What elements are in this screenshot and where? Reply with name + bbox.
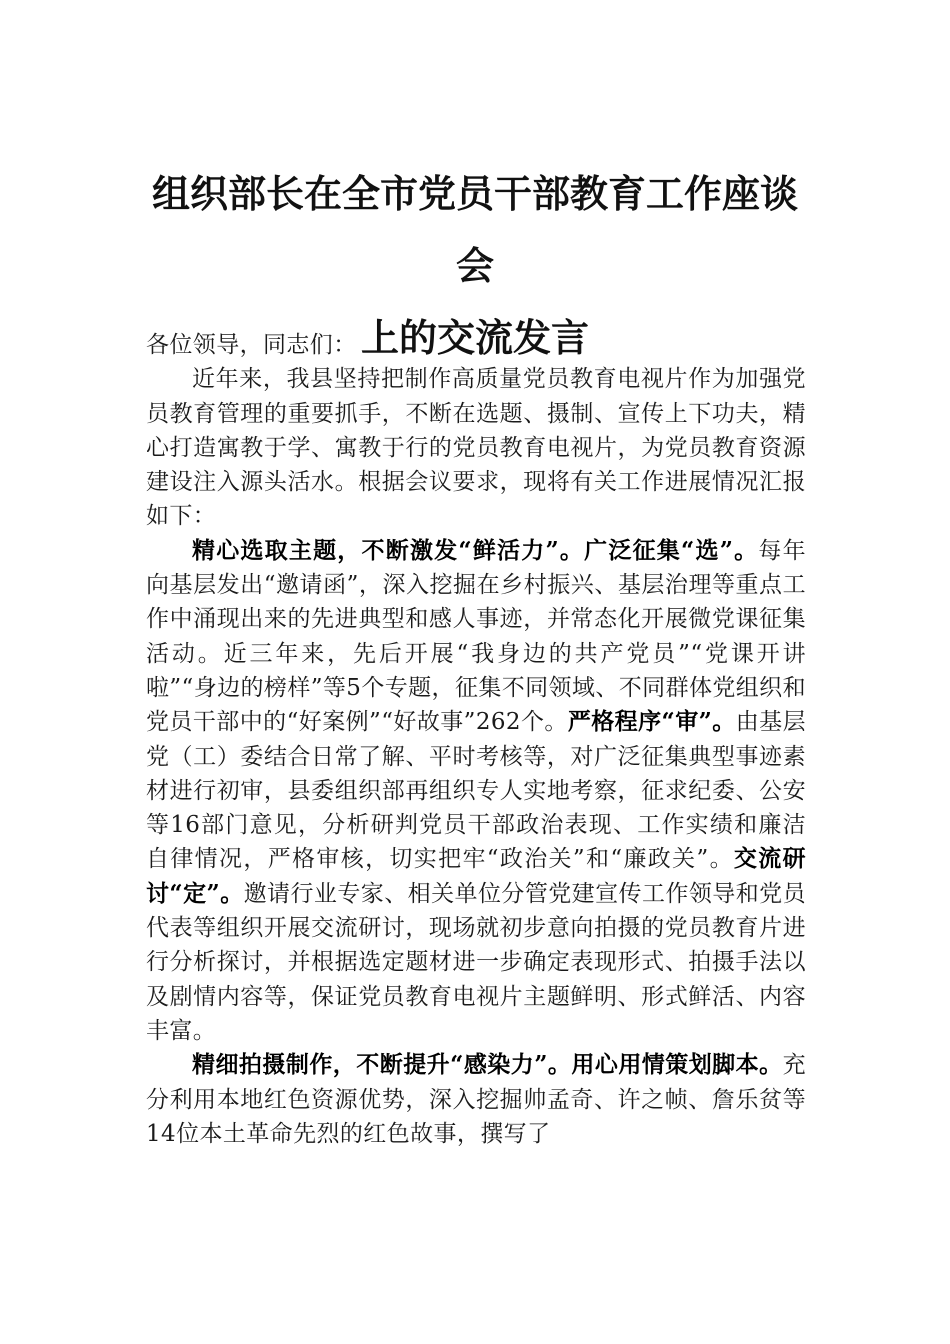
salutation: 各位领导，同志们： xyxy=(146,332,357,358)
subheading-collect: 广泛征集“选”。 xyxy=(584,536,759,564)
subheading-review: 严格程序“审”。 xyxy=(567,708,736,736)
document-body xyxy=(146,328,806,1151)
text-collect: 每年向基层发出“邀请函”，深入挖掘在乡村振兴、基层治理等重点工作中涌现出来的先进典型和感人事迹，并常态化开展微党课征集活动。近三年来，先后开展“我身边的共产党员”“党课开讲啦”“身边的榜样”等5个专题，征集不同领域、不同群体党组织和党员干部中的“好案例”“好故事”262个。 xyxy=(146,537,806,736)
section-heading-production: 精细拍摄制作，不断提升“感染力”。 xyxy=(192,1051,572,1079)
text-script: 充分利用本地红色资源优势，深入挖掘帅孟奇、许之帧、詹乐贫等14位本土革命先烈的红色故事，撰写了 xyxy=(146,1052,806,1147)
subheading-script: 用心用情策划脚本。 xyxy=(571,1051,783,1079)
paragraph-production xyxy=(146,1048,806,1151)
title-line-2: 上的交流发言 xyxy=(360,315,589,360)
section-heading: 精心选取主题，不断激发“鲜活力”。 xyxy=(192,536,585,564)
text-discuss: 邀请行业专家、相关单位分管党建宣传工作领导和党员代表等组织开展交流研讨，现场就初步意向拍摄的党员教育片进行分析探讨，并根据选定题材进一步确定表现形式、拍摄手法以及剧情内容等，保证党员教育电视片主题鲜明、形式鲜活、内容丰富。 xyxy=(146,880,806,1044)
subheading-discuss: 交流研讨“定”。 xyxy=(146,845,807,907)
paragraph-topic-selection xyxy=(146,534,806,1048)
title-line-1: 组织部长在全市党员干部教育工作座谈会 xyxy=(151,171,798,288)
text-review: 由基层党（工）委结合日常了解、平时考核等，对广泛征集典型事迹素材进行初审，县委组织部再组织专人实地考察，征求纪委、公安等16部门意见，分析研判党员干部政治表现、工作实绩和廉洁自律情况，严格审核，切实把牢“政治关”和“廉政关”。 xyxy=(146,709,806,873)
paragraph-intro: 近年来，我县坚持把制作高质量党员教育电视片作为加强党员教育管理的重要抓手，不断在选题、摄制、宣传上下功夫，精心打造寓教于学、寓教于行的党员教育电视片，为党员教育资源建设注入源头活水。根据会议要求，现将有关工作进展情况汇报如下： xyxy=(146,366,806,530)
